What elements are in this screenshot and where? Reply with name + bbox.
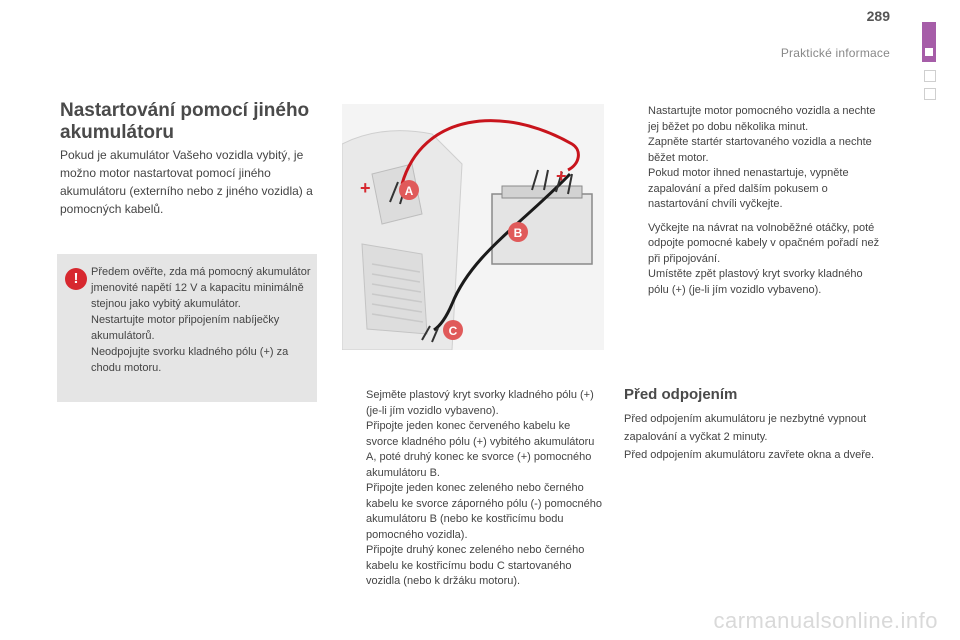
step-text: Připojte druhý konec zeleného nebo černého kabelu ke kostřicímu bodu C startovaného vozidla (nebo k držáku motoru). [366,544,585,587]
list-item [624,267,886,298]
list-item [624,104,886,135]
step-text: Zapněte startér startovaného vozidla a nechte běžet motor. [648,136,872,164]
warning-icon: ! [65,268,87,290]
warning-text [91,264,313,376]
label-b: B [513,226,523,240]
before-disconnect-line: Před odpojením akumulátoru je nezbytné vypnout zapalování a vyčkat 2 minuty. [624,413,867,443]
warning-line: Nestartujte motor připojením nabíječky akumulátorů. [91,314,280,342]
step-text: Nastartujte motor pomocného vozidla a nechte jej běžet po dobu několika minut. [648,105,876,133]
step-text: Umístěte zpět plastový kryt svorky kladného pólu (+) (je-li jím vozidlo vybaveno). [648,268,863,296]
page-title: Nastartování pomocí jiného akumulátoru [60,100,310,143]
warning-box [57,254,317,402]
chapter-tab-marker [925,48,933,56]
step-text: Vyčkejte na návrat na volnoběžné otáčky, poté odpojte pomocné kabely v opačném pořadí než při připojování. [648,221,880,265]
list-item [624,166,886,213]
jump-start-illustration [342,104,604,350]
before-disconnect-text [624,410,884,464]
section-title: Praktické informace [780,46,890,60]
intro-paragraph: Pokud je akumulátor Vašeho vozidla vybitý, je možno motor nastartovat pomocí jiného akumulátoru (externího nebo z jiného vozidla) a pomocných kabelů. [60,148,313,216]
warning-line: Předem ověřte, zda má pomocný akumulátor jmenovité napětí 12 V a kapacitu minimálně stejnou jako vybitý akumulátor. [91,266,311,310]
connection-steps [342,388,604,590]
before-disconnect-title: Před odpojením [624,386,738,403]
list-item [342,481,604,543]
step-text: Pokud motor ihned nenastartuje, vypněte zapalování a před dalším pokusem o nastartování chvíli vyčkejte. [648,167,849,210]
plus-sign: + [556,166,567,186]
page-number: 289 [866,8,890,24]
list-item [624,221,886,268]
list-item [342,388,604,419]
step-text: Připojte jeden konec zeleného nebo černého kabelu ke svorce záporného pólu (-) pomocného akumulátoru B (nebo ke kostřicímu bodu pomocného vozidla). [366,482,603,541]
label-c: C [448,324,458,338]
label-a: A [404,184,414,198]
list-item [624,135,886,166]
list-item [342,419,604,481]
watermark: carmanualsonline.info [713,608,938,633]
before-disconnect-line: Před odpojením akumulátoru zavřete okna a dveře. [624,449,875,461]
list-item [342,543,604,590]
booster-battery-shape [492,194,592,264]
chapter-tab[interactable] [922,22,936,62]
chapter-tab-empty-2[interactable] [924,88,936,100]
chapter-tab-empty-1[interactable] [924,70,936,82]
start-steps [624,104,886,298]
step-text: Sejměte plastový kryt svorky kladného pólu (+) (je-li jím vozidlo vybaveno). [366,389,594,417]
plus-sign: + [360,178,371,198]
step-text: Připojte jeden konec červeného kabelu ke svorce kladného pólu (+) vybitého akumulátoru A, poté druhý konec ke svorce (+) pomocného akumulátoru B. [366,420,595,479]
warning-line: Neodpojujte svorku kladného pólu (+) za chodu motoru. [91,346,289,374]
